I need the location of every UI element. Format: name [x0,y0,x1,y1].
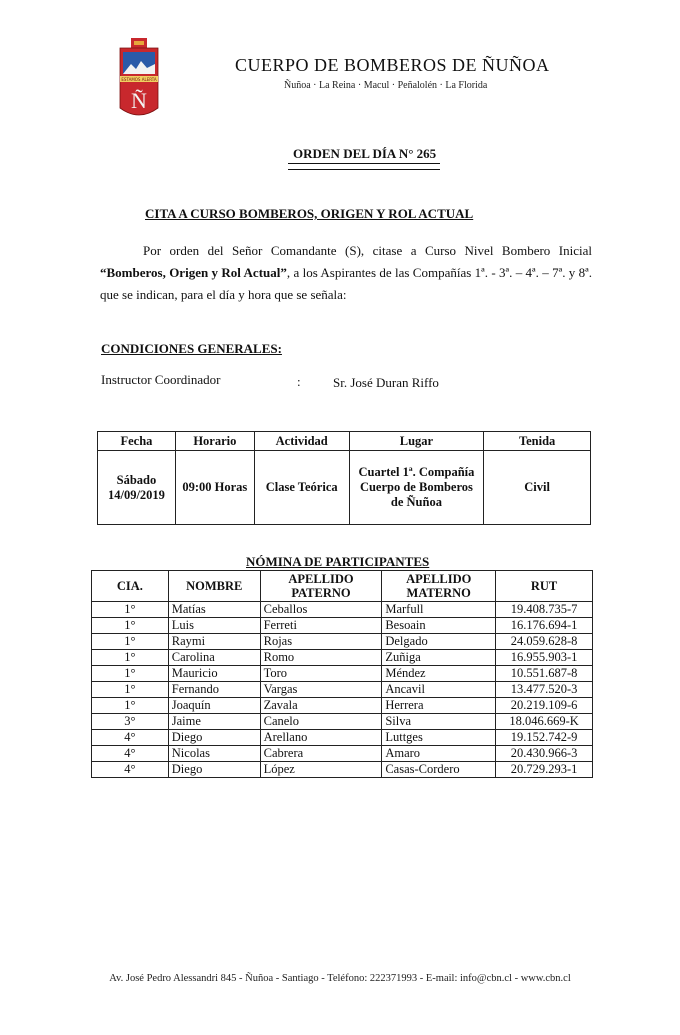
cell-apellido-paterno: Vargas [260,682,382,698]
table-row [92,618,593,634]
table-row [92,682,593,698]
cell-apellido-paterno: Rojas [260,634,382,650]
cell-cia: 1° [92,682,169,698]
organization-communes: Ñuñoa · La Reina · Macul · Peñalolén · La Florida [284,80,488,91]
fecha-day: Sábado [116,472,157,487]
cell-rut: 20.430.966-3 [496,746,593,762]
cell-cia: 4° [92,746,169,762]
cell-rut: 13.477.520-3 [496,682,593,698]
cell-horario: 09:00 Horas [175,451,254,525]
cell-rut: 24.059.628-8 [496,634,593,650]
table-row [92,634,593,650]
cell-nombre: Luis [168,618,260,634]
participants-body [92,602,593,778]
order-of-day-title: ORDEN DEL DÍA N° 265 [293,146,437,161]
cell-apellido-materno: Luttges [382,730,496,746]
course-name: “Bomberos, Origen y Rol Actual” [100,265,287,280]
cell-rut: 16.176.694-1 [496,618,593,634]
cell-rut: 10.551.687-8 [496,666,593,682]
table-row [92,602,593,618]
header-cia: CIA. [92,571,169,602]
footer-contact: Av. José Pedro Alessandri 845 - Ñuñoa - Santiago - Teléfono: 222371993 - E-mail: info@cbn.cl - www.cbn.cl [109,973,571,984]
cell-apellido-paterno: Ceballos [260,602,382,618]
participants-table [91,570,593,778]
lugar-line-2: Cuerpo de Bomberos [359,480,473,494]
cell-lugar [349,451,484,525]
table-row [92,762,593,778]
cell-nombre: Nicolas [168,746,260,762]
general-conditions-title: CONDICIONES GENERALES: [101,341,282,356]
instructor-colon: : [297,374,301,389]
cell-apellido-paterno: Arellano [260,730,382,746]
cell-apellido-paterno: Toro [260,666,382,682]
header-materno-line-1: APELLIDO [406,572,472,586]
participants-header-row [92,571,593,602]
logo-letter: Ñ [131,88,147,113]
header-nombre: NOMBRE [168,571,260,602]
cell-nombre: Carolina [168,650,260,666]
cell-apellido-materno: Casas-Cordero [382,762,496,778]
participants-title: NÓMINA DE PARTICIPANTES [246,554,430,569]
cell-apellido-paterno: Zavala [260,698,382,714]
cell-nombre: Joaquín [168,698,260,714]
cell-cia: 1° [92,602,169,618]
header-apellido-materno [382,571,496,602]
header-paterno-line-2: PATERNO [291,586,351,600]
cell-rut: 20.729.293-1 [496,762,593,778]
cell-nombre: Raymi [168,634,260,650]
cell-apellido-materno: Ancavil [382,682,496,698]
cell-cia: 4° [92,730,169,746]
logo-ribbon-text: ESTAMOS ALERTA [121,76,157,82]
table-row [92,666,593,682]
cell-nombre: Matías [168,602,260,618]
schedule-header-row [98,432,591,451]
fire-department-crest-logo [117,38,161,122]
cell-apellido-paterno: Romo [260,650,382,666]
table-row [92,650,593,666]
organization-title: CUERPO DE BOMBEROS DE ÑUÑOA [235,55,550,75]
cell-apellido-paterno: López [260,762,382,778]
lugar-line-3: de Ñuñoa [390,495,442,509]
header-paterno-line-1: APELLIDO [288,572,354,586]
header-apellido-paterno [260,571,382,602]
cell-nombre: Diego [168,730,260,746]
cell-apellido-materno: Silva [382,714,496,730]
cell-actividad: Clase Teórica [254,451,349,525]
cell-cia: 4° [92,762,169,778]
header-rut: RUT [496,571,593,602]
double-underline-divider [288,163,440,170]
header-lugar: Lugar [349,432,484,451]
header-materno-line-2: MATERNO [406,586,471,600]
cell-rut: 16.955.903-1 [496,650,593,666]
table-row [92,714,593,730]
cell-cia: 1° [92,650,169,666]
table-row [92,746,593,762]
cell-rut: 19.408.735-7 [496,602,593,618]
cell-apellido-materno: Marfull [382,602,496,618]
cell-apellido-materno: Delgado [382,634,496,650]
cell-cia: 1° [92,698,169,714]
table-row [92,698,593,714]
intro-text-1: Por orden del Señor Comandante (S), citase a Curso Nivel Bombero Inicial [143,243,592,258]
cell-apellido-materno: Méndez [382,666,496,682]
cell-apellido-paterno: Canelo [260,714,382,730]
header-fecha: Fecha [98,432,176,451]
instructor-name: Sr. José Duran Riffo [333,375,439,390]
cell-apellido-paterno: Cabrera [260,746,382,762]
header-actividad: Actividad [254,432,349,451]
schedule-table [97,431,591,525]
header-tenida: Tenida [484,432,591,451]
instructor-label: Instructor Coordinador [101,372,221,387]
lugar-line-1: Cuartel 1ª. Compañía [358,465,475,479]
cell-nombre: Mauricio [168,666,260,682]
intro-paragraph [100,240,592,306]
cell-nombre: Diego [168,762,260,778]
cell-apellido-materno: Herrera [382,698,496,714]
cell-nombre: Jaime [168,714,260,730]
cell-rut: 19.152.742-9 [496,730,593,746]
course-call-title: CITA A CURSO BOMBEROS, ORIGEN Y ROL ACTUAL [145,206,474,221]
table-row [92,730,593,746]
cell-cia: 1° [92,618,169,634]
cell-rut: 18.046.669-K [496,714,593,730]
fecha-date: 14/09/2019 [107,487,165,502]
cell-tenida: Civil [484,451,591,525]
cell-apellido-materno: Zuñiga [382,650,496,666]
cell-cia: 1° [92,634,169,650]
cell-apellido-paterno: Ferreti [260,618,382,634]
cell-fecha [98,451,176,525]
cell-rut: 20.219.109-6 [496,698,593,714]
cell-cia: 1° [92,666,169,682]
cell-apellido-materno: Amaro [382,746,496,762]
schedule-row [98,451,591,525]
cell-nombre: Fernando [168,682,260,698]
cell-apellido-materno: Besoain [382,618,496,634]
header-horario: Horario [175,432,254,451]
intro-text-2: , a los Aspirantes de las Compañías 1ª. - 3ª. – 4ª. – 7ª. y 8ª. que se indican, para el día y hora que se señala: [100,265,592,302]
cell-cia: 3° [92,714,169,730]
